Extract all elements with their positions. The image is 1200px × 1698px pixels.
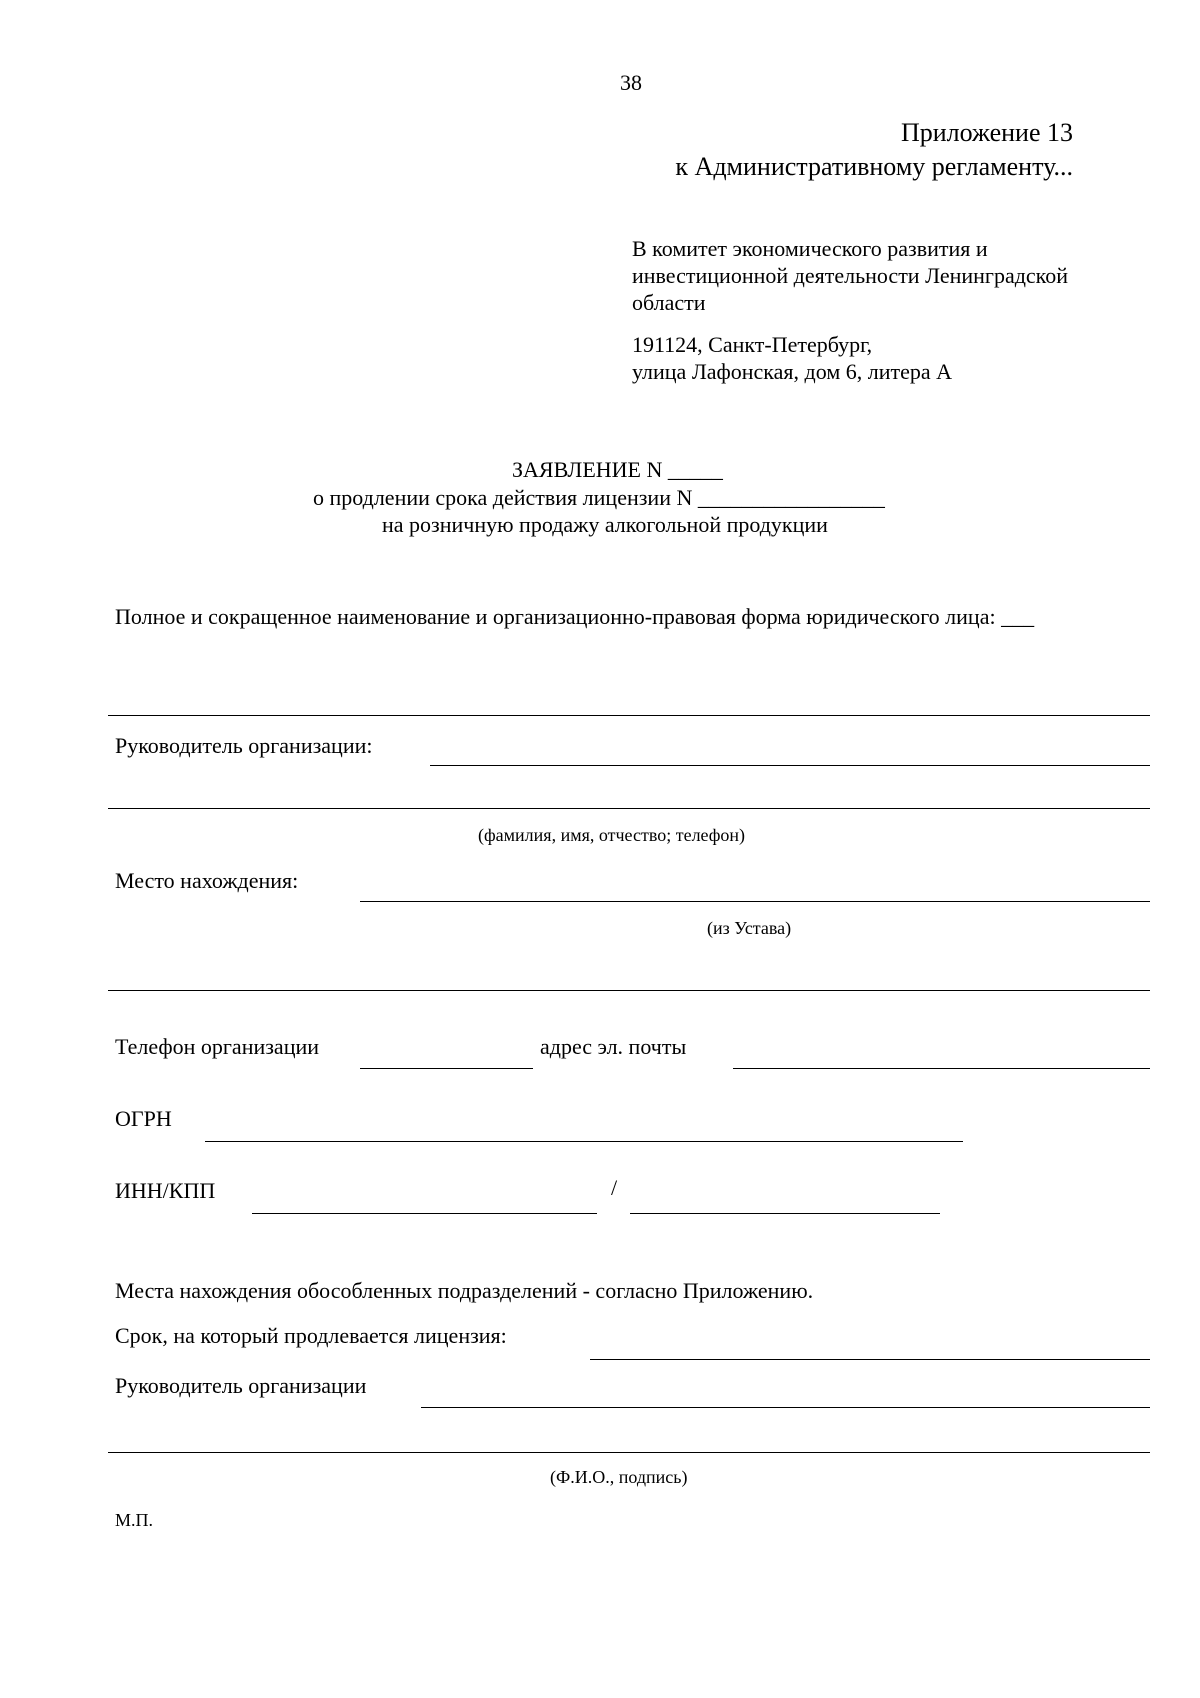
addressee-line-1: В комитет экономического развития и bbox=[632, 236, 988, 261]
addressee-line-2: инвестиционной деятельности Ленинградской bbox=[632, 263, 1069, 288]
signature-input-line[interactable] bbox=[421, 1407, 1150, 1408]
appendix-subtitle: к Административному регламенту... bbox=[675, 152, 1073, 181]
signature-hint: (Ф.И.О., подпись) bbox=[550, 1467, 688, 1487]
inn-separator: / bbox=[611, 1175, 618, 1200]
heading-line-2: о продлении срока действия лицензии N _________________ bbox=[313, 485, 885, 510]
heading-title: ЗАЯВЛЕНИЕ N _____ bbox=[512, 457, 723, 482]
phone-label: Телефон организации bbox=[115, 1034, 320, 1059]
location-input-line-2[interactable] bbox=[108, 990, 1150, 991]
head-hint: (фамилия, имя, отчество; телефон) bbox=[478, 825, 746, 845]
address-line-2: улица Лафонская, дом 6, литера А bbox=[632, 359, 953, 384]
location-input-line[interactable] bbox=[360, 901, 1150, 902]
head-input-line-2[interactable] bbox=[108, 808, 1150, 809]
page-number: 38 bbox=[620, 70, 642, 95]
branches-text: Места нахождения обособленных подразделений - согласно Приложению. bbox=[115, 1278, 814, 1303]
email-label: адрес эл. почты bbox=[540, 1034, 687, 1059]
full-name-input-line[interactable] bbox=[108, 715, 1150, 716]
stamp-label: М.П. bbox=[115, 1510, 154, 1530]
heading-line-3: на розничную продажу алкогольной продукции bbox=[382, 512, 828, 537]
appendix-title: Приложение 13 bbox=[900, 118, 1073, 147]
email-input-line[interactable] bbox=[733, 1068, 1150, 1069]
ogrn-input-line[interactable] bbox=[205, 1141, 963, 1142]
signature-label: Руководитель организации bbox=[115, 1373, 367, 1398]
phone-input-line[interactable] bbox=[360, 1068, 533, 1069]
head-label: Руководитель организации: bbox=[115, 733, 373, 758]
full-name-label: Полное и сокращенное наименование и организационно-правовая форма юридического лица: ___ bbox=[115, 604, 1035, 629]
addressee-line-3: области bbox=[632, 290, 706, 315]
location-hint: (из Устава) bbox=[707, 918, 792, 938]
inn-input-line[interactable] bbox=[252, 1213, 597, 1214]
inn-label: ИНН/КПП bbox=[115, 1178, 216, 1203]
ogrn-label: ОГРН bbox=[115, 1106, 172, 1131]
term-input-line[interactable] bbox=[590, 1359, 1150, 1360]
signature-input-line-2[interactable] bbox=[108, 1452, 1150, 1453]
location-label: Место нахождения: bbox=[115, 868, 299, 893]
term-label: Срок, на который продлевается лицензия: bbox=[115, 1323, 507, 1348]
address-line-1: 191124, Санкт-Петербург, bbox=[632, 332, 873, 357]
head-input-line[interactable] bbox=[430, 765, 1150, 766]
kpp-input-line[interactable] bbox=[630, 1213, 940, 1214]
